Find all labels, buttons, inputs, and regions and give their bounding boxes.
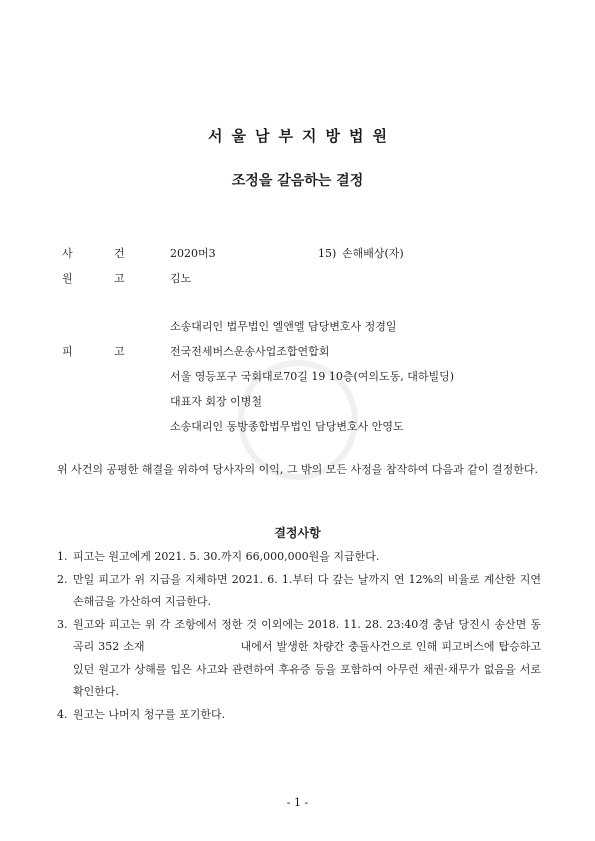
defendant-label-1: 피 — [62, 345, 73, 358]
defendant-name: 전국전세버스운송사업조합연합회 — [170, 345, 330, 358]
decision-item-text: 만일 피고가 위 지급을 지체하면 2021. 6. 1.부터 다 갚는 날까지 연 12%의 비율로 계산한 지연손해금을 가산하여 지급한다. — [73, 572, 541, 608]
decision-item — [57, 704, 541, 727]
decision-item — [57, 614, 541, 704]
page-number: - 1 - — [286, 796, 309, 809]
defendant-attorney: 소송대리인 동방종합법무법인 담당변호사 안영도 — [170, 420, 404, 433]
plaintiff-attorney: 소송대리인 법무법인 엘앤엘 담당변호사 정경일 — [170, 320, 397, 333]
defendant-representative: 대표자 회장 이병철 — [170, 395, 263, 408]
decision-item-text-part-b: 내에서 발생한 차량간 충돌사건으로 인해 피고버스에 탑승하고 있던 원고가 상해를 입은 사고와 관련하여 후유증 등을 포함하여 아무런 채권·채무가 없음을 서로 확인한다. — [73, 640, 541, 698]
decision-list — [57, 546, 541, 726]
decision-item-text-part-a: 원고와 피고는 위 각 조항에서 정한 것 이외에는 2018. 11. 28. 23:40경 충남 당진시 송산면 동곡리 352 소재 — [73, 617, 541, 653]
decision-item-text: 피고는 원고에게 2021. 5. 30.까지 66,000,000원을 지급한다. — [73, 550, 380, 563]
case-number: 2020머3 — [170, 247, 216, 260]
decision-item-number: 4. — [57, 707, 68, 721]
decision-item-number: 1. — [57, 550, 68, 563]
court-name: 서울남부지방법원 — [208, 127, 396, 145]
case-label-1: 사 — [62, 247, 73, 260]
plaintiff-label-2: 고 — [114, 272, 125, 285]
case-name: 손해배상(자) — [342, 247, 404, 260]
plaintiff-label-1: 원 — [62, 272, 73, 285]
defendant-address: 서울 영등포구 국회대로70길 19 10층(여의도동, 대하빌딩) — [170, 370, 455, 383]
decision-item — [57, 569, 541, 614]
decision-item-text: 원고는 나머지 청구를 포기한다. — [73, 707, 226, 721]
case-suffix: 15) — [318, 247, 337, 260]
decision-item-number: 2. — [57, 572, 68, 586]
plaintiff-name: 김노 — [170, 272, 192, 285]
decision-item-number: 3. — [57, 617, 68, 631]
intro-paragraph: 위 사건의 공평한 해결을 위하여 당사자의 이익, 그 밖의 모든 사정을 참작하여 다음과 같이 결정한다. — [57, 463, 538, 476]
decision-item — [57, 546, 541, 569]
defendant-label-2: 고 — [114, 345, 125, 358]
decision-section-title: 결정사항 — [274, 526, 321, 540]
document-title: 조정을 갈음하는 결정 — [231, 173, 364, 189]
case-label-2: 건 — [114, 247, 125, 260]
